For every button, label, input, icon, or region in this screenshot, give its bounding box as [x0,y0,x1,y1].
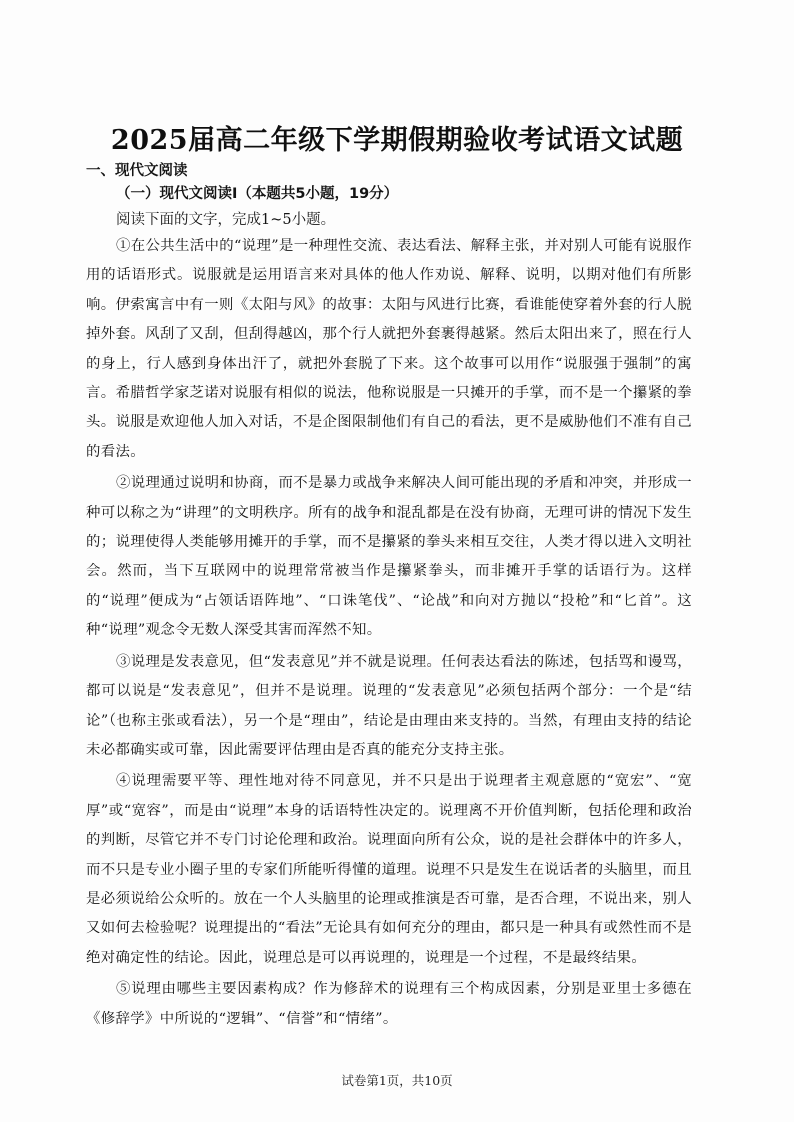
passage-paragraph-3: ③说理是发表意见，但“发表意见”并不就是说理。任何表达看法的陈述，包括骂和谩骂，都可以说是“发表意见”，但并不是说理。说理的“发表意见”必须包括两个部分：一个是“结论”（也称主张或看法），另一个是“理由”，结论是由理由来支持的。当然，有理由支持的结论未必都确实或可靠，因此需要评估理由是否真的能充分支持主张。 [86,653,692,758]
passage-paragraph-4: ④说理需要平等、理性地对待不同意见，并不只是出于说理者主观意愿的“宽宏”、“宽厚”或“宽容”，而是由“说理”本身的话语特性决定的。说理离不开价值判断，包括伦理和政治的判断，尽管它并不专门讨论伦理和政治。说理面向所有公众，说的是社会群体中的许多人，而不只是专业小圈子里的专家们所能听得懂的道理。说理不只是发生在说话者的头脑里，而且是必须说给公众听的。放在一个人头脑里的论理或推演是否可靠，是否合理，不说出来，别人又如何去检验呢？说理提出的“看法”无论具有如何充分的理由，都只是一种具有或然性而不是绝对确定性的结论。因此，说理总是可以再说理的，说理是一个过程，不是最终结果。 [86,773,692,966]
passage-body [86,232,692,1036]
page-footer: 试卷第1页，共10页 [341,1073,453,1088]
reading-instruction: 阅读下面的文字，完成1~5小题。 [116,212,336,228]
passage-paragraph-1: ①在公共生活中的“说理”是一种理性交流、表达看法、解释主张，并对别人可能有说服作用的话语形式。说服就是运用语言来对具体的他人作劝说、解释、说明，以期对他们有所影响。伊索寓言中有一则《太阳与风》的故事：太阳与风进行比赛，看谁能使穿着外套的行人脱掉外套。风刮了又刮，但刮得越凶，那个行人就把外套裹得越紧。然后太阳出来了，照在行人的身上，行人感到身体出汗了，就把外套脱了下来。这个故事可以用作“说服强于强制”的寓言。希腊哲学家芝诺对说服有相似的说法，他称说服是一只摊开的手掌，而不是一个攥紧的拳头。说服是欢迎他人加入对话，不是企图限制他们有自己的看法，更不是威胁他们不准有自己的看法。 [86,238,692,460]
passage-paragraph-5: ⑤说理由哪些主要因素构成？作为修辞术的说理有三个构成因素，分别是亚里士多德在《修辞学》中所说的“逻辑”、“信誉”和“情绪”。 [86,981,692,1027]
section-heading: 一、现代文阅读 [86,163,188,179]
exam-title: 2025届高二年级下学期假期验收考试语文试题 [110,125,684,156]
passage-paragraph-2: ②说理通过说明和协商，而不是暴力或战争来解决人间可能出现的矛盾和冲突，并形成一种可以称之为“讲理”的文明秩序。所有的战争和混乱都是在没有协商，无理可讲的情况下发生的；说理使得人类能够用摊开的手掌，而不是攥紧的拳头来相互交往，人类才得以进入文明社会。然而，当下互联网中的说理常常被当作是攥紧拳头，而非摊开手掌的话语行为。这样的“说理”便成为“占领话语阵地”、“口诛笔伐”、“论战”和向对方抛以“投枪”和“匕首”。这种“说理”观念令无数人深受其害而浑然不知。 [86,475,692,639]
subsection-heading: （一）现代文阅读Ⅰ（本题共5小题，19分） [116,186,399,202]
